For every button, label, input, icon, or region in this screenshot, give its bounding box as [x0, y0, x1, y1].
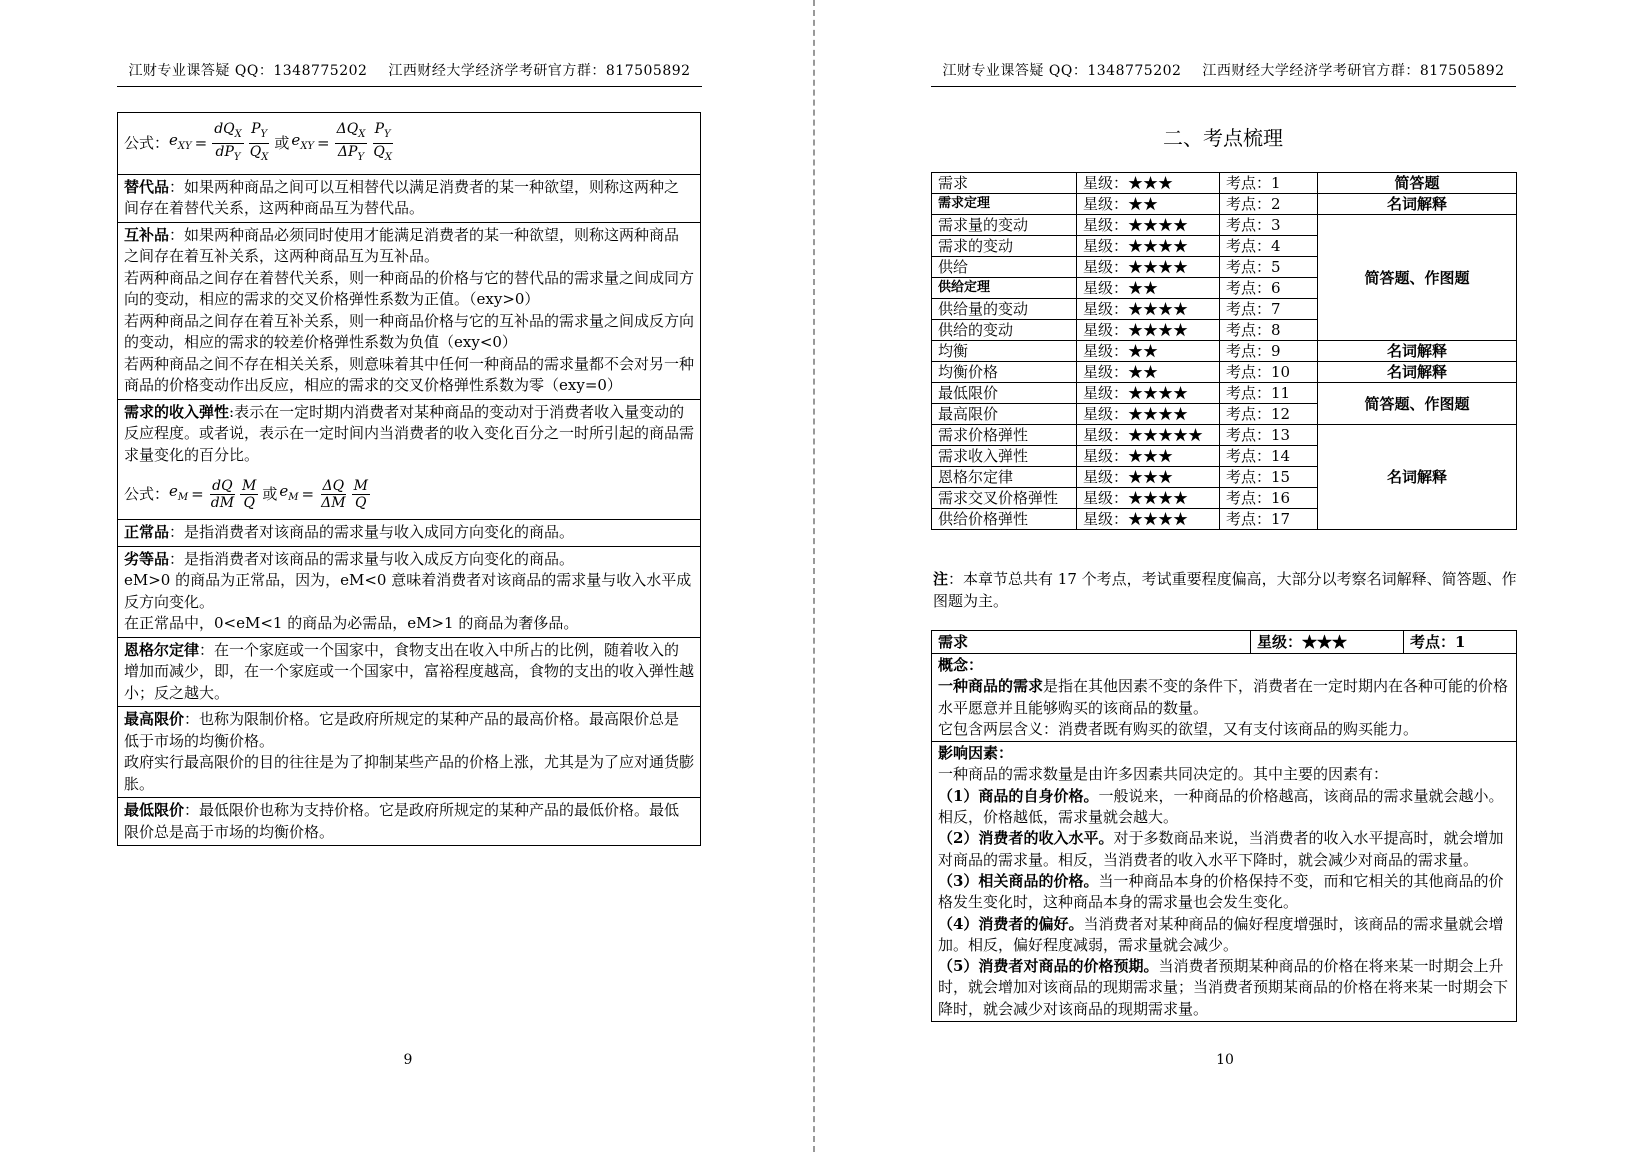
kp-stars: 星级：★★	[1077, 194, 1220, 215]
kp-number: 考点：10	[1220, 362, 1318, 383]
inferior-good-definition	[118, 546, 700, 637]
kp-stars: 星级：★★★	[1077, 173, 1220, 194]
normal-good-definition	[118, 519, 700, 546]
concept-label: 概念：	[938, 656, 984, 674]
table-row	[932, 425, 1517, 446]
price-floor-definition	[118, 797, 700, 845]
factor-text: 当一种商品本身的价格保持不变，而和它相关的其他商品的价格发生变化时，这种商品本身的需求量也会发生变化。	[938, 871, 1504, 912]
kp-number: 考点：15	[1220, 467, 1318, 488]
kp-type: 名词解释	[1318, 194, 1517, 215]
kp-name: 最低限价	[932, 383, 1077, 404]
factor-term: （3）相关商品的价格。	[938, 871, 1099, 890]
definition-text: ：在一个家庭或一个国家中，食物支出在收入中所占的比例，随着收入的增加而减少，即，在一个家庭或一个国家中，富裕程度越高，食物的支出的收入弹性越小；反之越大。	[124, 640, 695, 702]
kp-name: 供给定理	[932, 278, 1077, 299]
kp-name: 需求价格弹性	[932, 425, 1077, 446]
term: 替代品	[124, 177, 170, 196]
equals-sign: =	[301, 484, 315, 503]
kp-name: 供给量的变动	[932, 299, 1077, 320]
paragraph: 在正常品中，0<eM<1 的商品为必需品，eM>1 的商品为奢侈品。	[124, 614, 579, 633]
kp-number: 考点：5	[1220, 257, 1318, 278]
paragraph: 若两种商品之间存在着替代关系，则一种商品的价格与它的替代品的需求量之间成同方向的变动，相应的需求的交叉价格弹性系数为正值。（exy>0）	[124, 268, 695, 309]
page-number: 10	[1216, 1052, 1234, 1068]
fraction: $\frac{P_Y}{Q_X}$	[373, 121, 392, 163]
kp-stars: 星级：★★★★★	[1077, 425, 1220, 446]
kp-name: 均衡	[932, 341, 1077, 362]
kp-name: 需求量的变动	[932, 215, 1077, 236]
fraction: $\frac{M}{Q}$	[353, 478, 368, 512]
kp-stars: 星级：★★★★	[1077, 488, 1220, 509]
term: 最低限价	[124, 801, 185, 820]
kp-stars: 星级：★★★★	[1077, 383, 1220, 404]
fraction: $\frac{dQ_X}{dP_Y}$	[214, 121, 242, 163]
factor-term: （1）商品的自身价格。	[938, 786, 1099, 805]
formula-lhs: $e_M$	[279, 481, 299, 503]
kp-stars: 星级：★★★★	[1077, 320, 1220, 341]
equals-sign: =	[191, 484, 204, 503]
equals-sign: =	[317, 133, 330, 152]
formula-lhs: $e_{XY}$	[291, 130, 315, 152]
kp-stars: 星级：★★★★	[1077, 509, 1220, 530]
table-row	[932, 362, 1517, 383]
kp-stars: 星级：★★	[1077, 362, 1220, 383]
kp-number: 考点：11	[1220, 383, 1318, 404]
note-text: ：本章节总共有 17 个考点，考试重要程度偏高，大部分以考察名词解释、简答题、作图题为主。	[933, 570, 1517, 610]
page-header	[117, 60, 702, 87]
term: 一种商品的需求	[938, 677, 1044, 696]
key-points-table	[931, 172, 1517, 530]
header-group: 江西财经大学经济学考研官方群：817505892	[1202, 63, 1505, 79]
formula-label: 公式：	[124, 133, 170, 152]
income-elasticity-formula	[124, 476, 694, 517]
paragraph: 若两种商品之间不存在相关关系，则意味着其中任何一种商品的需求量都不会对另一种商品的价格变动作出反应，相应的需求的交叉价格弹性系数为零（exy=0）	[124, 354, 695, 395]
detail-stars: 星级：★★★	[1251, 631, 1404, 653]
term: 互补品	[124, 225, 170, 244]
kp-number: 考点：14	[1220, 446, 1318, 467]
table-row	[932, 383, 1517, 404]
definition-text: 是指在其他因素不变的条件下，消费者在一定时期内在各种可能的价格水平愿意并且能够购买的该商品的数量。	[938, 677, 1509, 717]
fraction: $\frac{\Delta Q_X}{\Delta P_Y}$	[336, 121, 366, 163]
paragraph: eM>0 的商品为正常品，因为，eM<0 意味着消费者对该商品的需求量与收入水平成反方向变化。	[124, 571, 692, 611]
kp-number: 考点：8	[1220, 320, 1318, 341]
equals-sign: =	[194, 133, 208, 152]
substitute-definition	[118, 174, 700, 222]
kp-stars: 星级：★★★★	[1077, 236, 1220, 257]
kp-number: 考点：1	[1220, 173, 1318, 194]
page-divider	[813, 0, 815, 1152]
term: 劣等品	[124, 549, 170, 568]
page-number: 9	[403, 1052, 413, 1068]
fraction: $\frac{dQ}{dM}$	[210, 478, 235, 512]
term: 最高限价	[124, 710, 185, 729]
header-group: 江西财经大学经济学考研官方群：817505892	[388, 63, 691, 79]
cross-elasticity-formula	[118, 113, 700, 174]
kp-type: 名词解释	[1318, 341, 1517, 362]
note-label: 注	[933, 570, 949, 588]
factors-label: 影响因素：	[938, 744, 1014, 763]
fraction: $\frac{P_Y}{Q_X}$	[249, 121, 269, 163]
kp-stars: 星级：★★★	[1077, 467, 1220, 488]
kp-number: 考点：4	[1220, 236, 1318, 257]
or-word: 或	[262, 484, 278, 503]
kp-number: 考点：12	[1220, 404, 1318, 425]
kp-stars: 星级：★★★★	[1077, 404, 1220, 425]
definition-text: ：如果两种商品必须同时使用才能满足消费者的某一种欲望，则称这两种商品之间存在着互补关系，这两种商品互为互补品。	[124, 225, 680, 266]
term: 正常品	[124, 523, 170, 542]
kp-number: 考点：16	[1220, 488, 1318, 509]
detail-name: 需求	[932, 631, 1251, 653]
formula-lhs: $e_{XY}$	[169, 130, 192, 152]
factor-text: 对于多数商品来说，当消费者的收入水平提高时，就会增加对商品的需求量。相反，当消费者的收入水平下降时，就会减少对商品的需求量。	[938, 829, 1504, 869]
detail-header-row	[932, 631, 1516, 654]
factor-term: （2）消费者的收入水平。	[938, 829, 1114, 848]
paragraph: 政府实行最高限价的目的往往是为了抑制某些产品的价格上涨，尤其是为了应对通货膨胀。	[124, 753, 695, 793]
factor-text: 当消费者对某种商品的偏好程度增强时，该商品的需求量就会增加。相反，偏好程度减弱，需求量就会减少。	[938, 914, 1504, 954]
kp-number: 考点：6	[1220, 278, 1318, 299]
kp-stars: 星级：★★★	[1077, 446, 1220, 467]
concept-cell	[932, 654, 1516, 741]
definition-text: ：也称为限制价格。它是政府所规定的某种产品的最高价格。最高限价总是低于市场的均衡价格。	[124, 710, 680, 750]
factor-text: 一般说来，一种商品的价格越高，该商品的需求量就会越小。相反，价格越低，需求量就会越大。	[938, 786, 1504, 827]
chapter-note	[933, 568, 1517, 612]
kp-name: 恩格尔定律	[932, 467, 1077, 488]
fraction: $\frac{M}{Q}$	[242, 478, 257, 512]
complement-definition	[118, 222, 700, 399]
table-row	[932, 194, 1517, 215]
detail-kp: 考点：1	[1410, 633, 1466, 651]
kp-stars: 星级：★★★★	[1077, 257, 1220, 278]
kp-name: 供给	[932, 257, 1077, 278]
kp-number: 考点：13	[1220, 425, 1318, 446]
paragraph: 它包含两层含义：消费者既有购买的欲望，又有支付该商品的购买能力。	[938, 719, 1419, 738]
paragraph: 一种商品的需求数量是由许多因素共同决定的。其中主要的因素有：	[938, 765, 1389, 784]
kp-stars: 星级：★★	[1077, 278, 1220, 299]
kp-name: 需求收入弹性	[932, 446, 1077, 467]
definition-text: :表示在一定时期内消费者对某种商品的变动对于消费者收入量变动的反应程度。或者说，表示在一定时间内当消费者的收入变化百分之一时所引起的商品需求量变化的百分比。	[124, 402, 695, 464]
price-ceiling-definition	[118, 706, 700, 797]
kp-number: 考点：7	[1220, 299, 1318, 320]
kp-name: 供给的变动	[932, 320, 1077, 341]
definition-text: ：是指消费者对该商品的需求量与收入成反方向变化的商品。	[169, 549, 575, 568]
kp-stars: 星级：★★★★	[1077, 215, 1220, 236]
definition-text: ：是指消费者对该商品的需求量与收入成同方向变化的商品。	[169, 523, 575, 542]
table-row	[932, 341, 1517, 362]
kp-type: 简答题、作图题	[1318, 215, 1517, 341]
paragraph: 若两种商品之间存在着互补关系，则一种商品价格与它的互补品的需求量之间成反方向的变动，相应的需求的较差价格弹性系数为负值（exy<0）	[124, 311, 695, 352]
page-right	[816, 0, 1630, 1152]
table-row	[932, 173, 1517, 194]
factor-term: （5）消费者对商品的价格预期。	[938, 957, 1159, 976]
page-left	[0, 0, 812, 1152]
kp-number: 考点：2	[1220, 194, 1318, 215]
kp-name: 需求交叉价格弹性	[932, 488, 1077, 509]
formula-lhs: $e_M$	[169, 481, 189, 503]
factors-cell	[932, 741, 1516, 1021]
kp-name: 需求	[932, 173, 1077, 194]
term: 恩格尔定律	[124, 640, 200, 659]
income-elasticity-definition	[118, 399, 700, 520]
factor-term: （4）消费者的偏好。	[938, 914, 1084, 933]
kp-name: 最高限价	[932, 404, 1077, 425]
definition-text: ：如果两种商品之间可以互相替代以满足消费者的某一种欲望，则称这两种之间存在着替代关系，这两种商品互为替代品。	[124, 177, 680, 218]
term: 需求的收入弹性	[124, 402, 230, 421]
header-qq: 江财专业课答疑 QQ：1348775202	[128, 63, 368, 79]
kp-number: 考点：3	[1220, 215, 1318, 236]
fraction: $\frac{\Delta Q}{\Delta M}$	[321, 478, 346, 512]
table-row	[932, 215, 1517, 236]
definition-text: ：最低限价也称为支持价格。它是政府所规定的某种产品的最低价格。最低限价总是高于市场的均衡价格。	[124, 801, 680, 841]
kp-name: 需求定理	[932, 194, 1077, 215]
kp-stars: 星级：★★★★	[1077, 299, 1220, 320]
kp-number: 考点：17	[1220, 509, 1318, 530]
kp-type: 简答题、作图题	[1318, 383, 1517, 425]
kp-type: 简答题	[1318, 173, 1517, 194]
formula-label: 公式：	[124, 484, 170, 503]
kp-name: 均衡价格	[932, 362, 1077, 383]
kp-number: 考点：9	[1220, 341, 1318, 362]
or-word: 或	[274, 133, 290, 152]
kp-stars: 星级：★★	[1077, 341, 1220, 362]
kp-type: 名词解释	[1318, 425, 1517, 530]
engel-law-definition	[118, 637, 700, 707]
kp-name: 需求的变动	[932, 236, 1077, 257]
page-header	[931, 60, 1516, 87]
section-title: 二、考点梳理	[1163, 126, 1283, 150]
definitions-table	[117, 112, 701, 846]
factor-text: 当消费者预期某种商品的价格在将来某一时期会上升时，就会增加对该商品的现期需求量；当消费者预期某商品的价格在将来某一时期会下降时，就会减少对该商品的现期需求量。	[938, 957, 1509, 1018]
kp-type: 名词解释	[1318, 362, 1517, 383]
header-qq: 江财专业课答疑 QQ：1348775202	[942, 63, 1182, 79]
kp-name: 供给价格弹性	[932, 509, 1077, 530]
demand-detail-table	[931, 630, 1517, 1022]
